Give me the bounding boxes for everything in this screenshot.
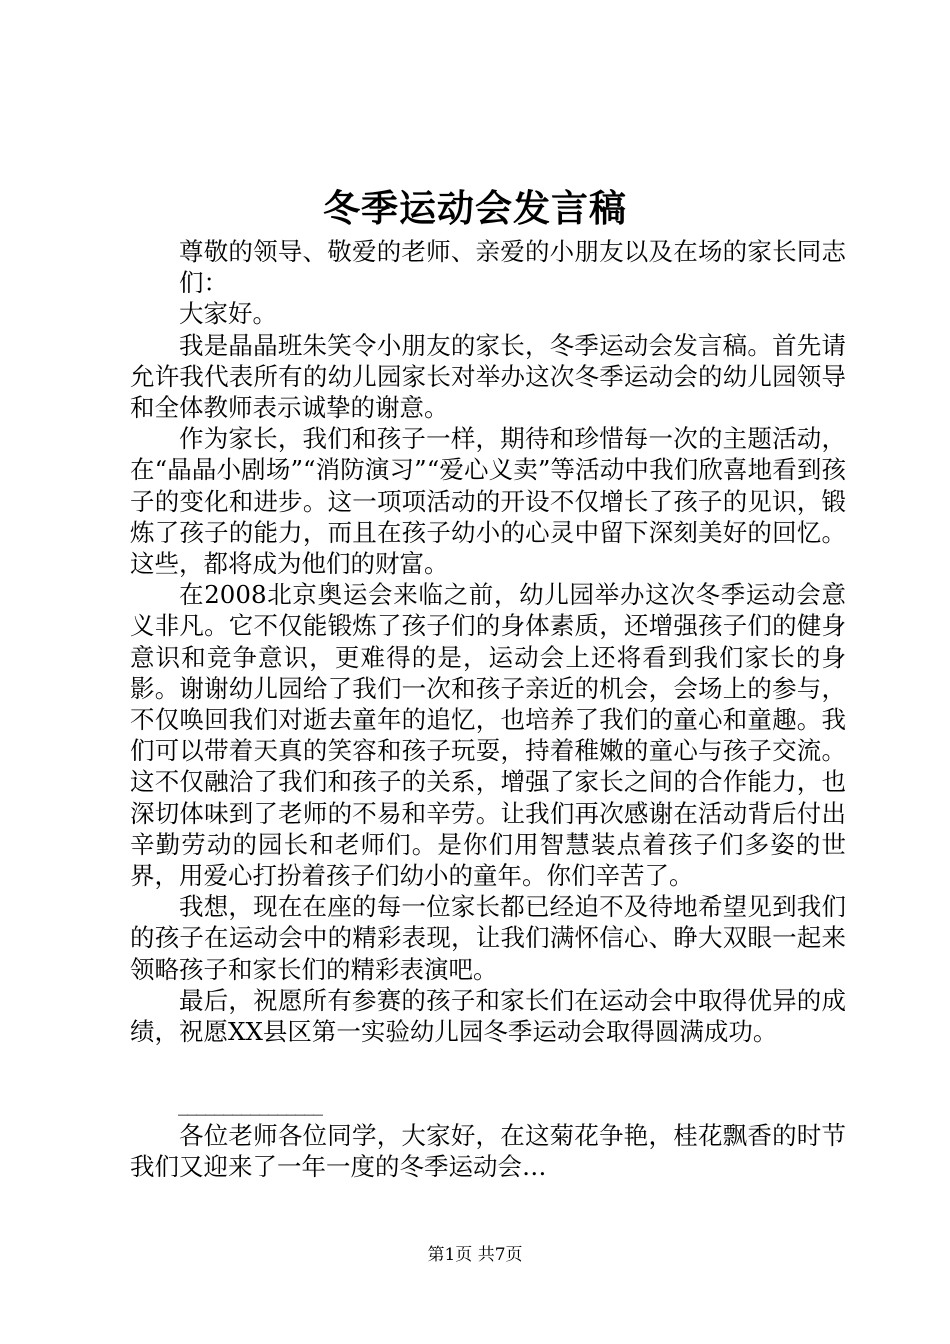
paragraph: 在2008北京奥运会来临之前，幼儿园举办这次冬季运动会意义非凡。它不仅能锻炼了孩子们的身体素质，还增强孩子们的健身意识和竞争意识，更难得的是，运动会上还将看到我们家长的身影。谢谢幼儿园给了我们一次和孩子亲近的机会，会场上的参与，不仅唤回我们对逝去童年的追忆，也培养了我们的童心和童趣。我们可以带着天真的笑容和孩子玩耍，持着稚嫩的童心与孩子交流。这不仅融洽了我们和孩子的关系，增强了家长之间的合作能力，也深切体味到了老师的不易和辛劳。让我们再次感谢在活动背后付出辛勤劳动的园长和老师们。是你们用智慧装点着孩子们多姿的世界，用爱心打扮着孩子们幼小的童年。你们辛苦了。	[130, 580, 846, 891]
document-title: 冬季运动会发言稿	[323, 186, 627, 230]
paragraph: 最后，祝愿所有参赛的孩子和家长们在运动会中取得优异的成绩，祝愿XX县区第一实验幼儿园冬季运动会取得圆满成功。	[130, 985, 846, 1047]
paragraph: 大家好。	[179, 299, 277, 329]
paragraph: 我想，现在在座的每一位家长都已经迫不及待地希望见到我们的孩子在运动会中的精彩表现，让我们满怀信心、睁大双眼一起来领略孩子和家长们的精彩表演吧。	[130, 892, 846, 984]
salutation: 尊敬的领导、敬爱的老师、亲爱的小朋友以及在场的家长同志们：	[179, 237, 846, 298]
section-divider: ________________	[178, 1092, 322, 1116]
excerpt-paragraph: 各位老师各位同学，大家好，在这菊花争艳，桂花飘香的时节我们又迎来了一年一度的冬季运动会…	[130, 1121, 846, 1182]
document-body	[130, 236, 846, 1047]
paragraph: 我是晶晶班朱笑令小朋友的家长，冬季运动会发言稿。首先请允许我代表所有的幼儿园家长对举办这次冬季运动会的幼儿园领导和全体教师表示诚挚的谢意。	[130, 330, 846, 423]
paragraph: 作为家长，我们和孩子一样，期待和珍惜每一次的主题活动，在“晶晶小剧场”“消防演习”“爱心义卖”等活动中我们欣喜地看到孩子的变化和进步。这一项项活动的开设不仅增长了孩子的见识，锻炼了孩子的能力，而且在孩子幼小的心灵中留下深刻美好的回忆。这些，都将成为他们的财富。	[130, 424, 846, 579]
excerpt	[130, 1120, 846, 1182]
page-footer: 第1页 共7页	[427, 1245, 523, 1265]
